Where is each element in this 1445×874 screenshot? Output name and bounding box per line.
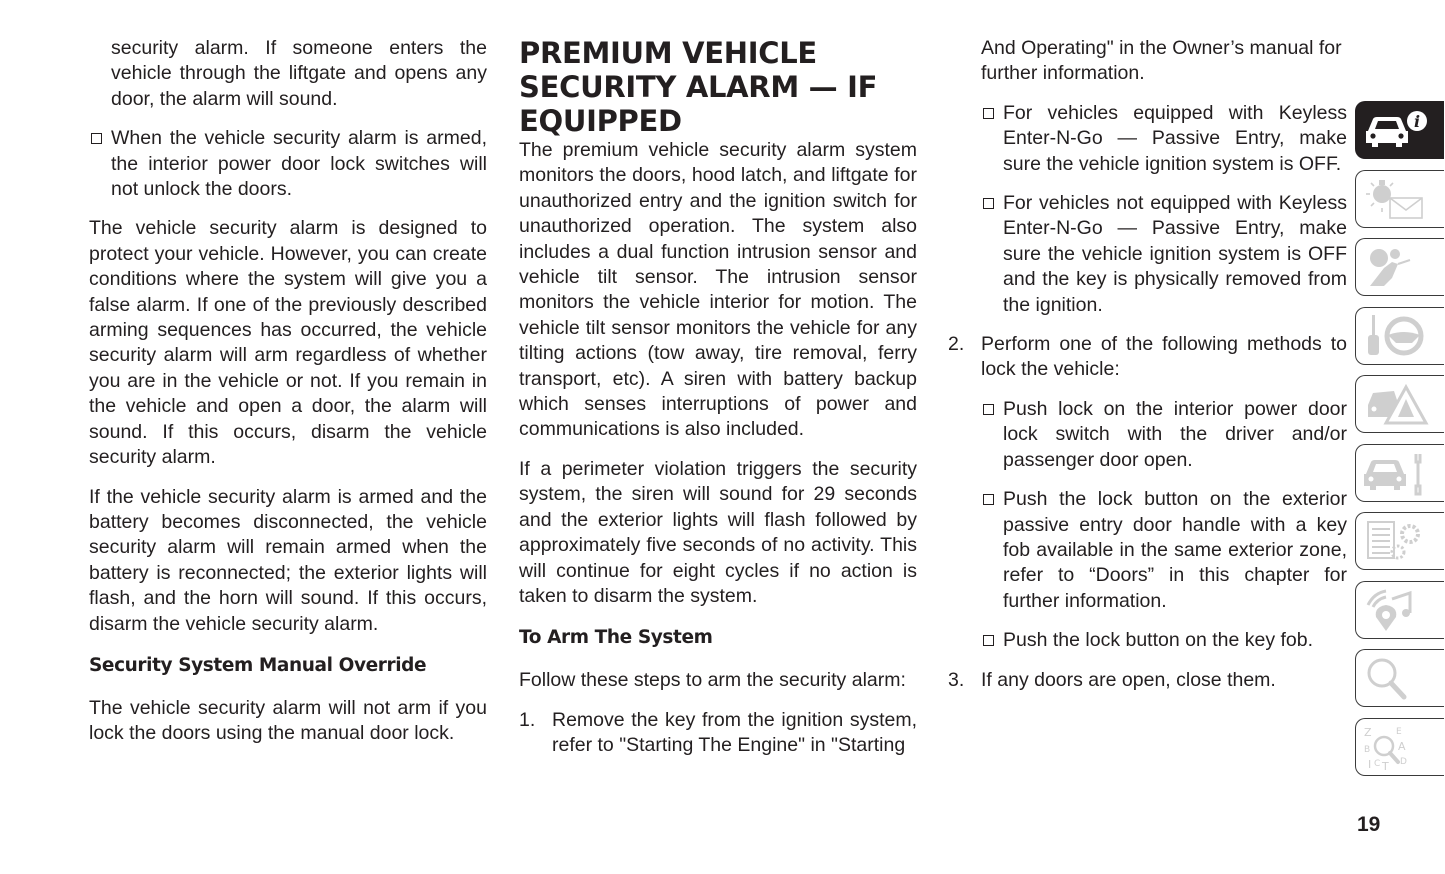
numbered-step: 1. Remove the key from the ignition system, refer to "Starting The Engine" in "Starting [519, 708, 917, 757]
tab-specifications[interactable] [1355, 512, 1444, 570]
tab-alphabetical-index[interactable] [1355, 718, 1444, 776]
page-number: 19 [1357, 813, 1381, 836]
warning-light-message-icon [1362, 176, 1430, 222]
bullet-item: When the vehicle security alarm is armed, the interior power door lock switches will not unlock the doors. [89, 126, 487, 202]
tab-emergency[interactable] [1355, 375, 1444, 433]
airbag-seat-icon [1362, 244, 1430, 290]
numbered-step: 3. If any doors are open, close them. [948, 668, 1276, 691]
svg-text:A: A [1398, 739, 1406, 753]
checkbox-bullet-icon [983, 198, 994, 209]
checkbox-bullet-icon [983, 404, 994, 415]
svg-text:B: B [1364, 744, 1371, 755]
paragraph: The vehicle security alarm is designed to protect your vehicle. However, you can create conditions where the system will give you a false alarm. If one of the previously described arming sequences has occurred, the vehicle security alarm will arm regardless of whether you are in the vehicle or not. If you remain in the vehicle and open a door, the alarm will sound. If this occurs, disarm the vehicle security alarm. [89, 217, 487, 469]
car-wrench-icon [1362, 450, 1430, 496]
car-hazard-triangle-icon [1362, 381, 1430, 427]
checkbox-bullet-icon [983, 635, 994, 646]
checkbox-bullet-icon [983, 494, 994, 505]
paragraph: If the vehicle security alarm is armed and the battery becomes disconnected, the vehicle security alarm will remain armed when the battery is reconnected; the exterior lights will flash, and the horn will sound. If this occurs, disarm the vehicle security alarm. [89, 485, 487, 635]
checkbox-bullet-icon [983, 108, 994, 119]
svg-text:I: I [1368, 757, 1372, 770]
intro-continuation: security alarm. If someone enters the vehicle through the liftgate and opens any door, the alarm will sound. [111, 37, 487, 110]
tab-vehicle-info[interactable] [1355, 101, 1444, 159]
column-2 [519, 36, 917, 759]
checkbox-bullet-icon [91, 133, 102, 144]
svg-text:C: C [1374, 758, 1381, 769]
section-heading: PREMIUM VEHICLE SECURITY ALARM — IF EQUIPPED [519, 36, 878, 138]
numbered-step: 2. Perform one of the following methods to lock the vehicle: [948, 333, 1347, 381]
section-subheading: Security System Manual Override [89, 654, 427, 676]
key-steering-wheel-icon [1362, 313, 1430, 359]
bullet-item: Push the lock button on the key fob. [981, 628, 1347, 653]
car-info-icon [1362, 107, 1430, 153]
tab-servicing[interactable] [1355, 444, 1444, 502]
specs-gears-icon [1362, 518, 1430, 564]
paragraph: Follow these steps to arm the security alarm: [519, 669, 906, 692]
chapter-tabs [1355, 101, 1445, 786]
column-3 [948, 36, 1347, 693]
svg-text:i: i [1413, 112, 1421, 131]
tab-safety[interactable] [1355, 238, 1444, 296]
tab-multimedia[interactable] [1355, 581, 1444, 639]
svg-text:E: E [1396, 726, 1402, 737]
bullet-item: Push lock on the interior power door lock switch with the driver and/or passenger door open. [981, 397, 1347, 473]
step-continuation: And Operating" in the Owner’s manual for further information. [981, 37, 1342, 85]
bullet-item: For vehicles equipped with Keyless Enter-N-Go — Passive Entry, make sure the vehicle ignition system is OFF. [981, 101, 1347, 177]
section-subheading: To Arm The System [519, 627, 713, 649]
tab-warning-lights[interactable] [1355, 170, 1444, 228]
svg-text:D: D [1400, 756, 1407, 767]
search-icon [1362, 655, 1430, 701]
paragraph: The vehicle security alarm will not arm if you lock the doors using the manual door lock. [89, 696, 487, 745]
svg-text:Z: Z [1364, 725, 1372, 739]
svg-text:T: T [1382, 759, 1389, 770]
bullet-item: Push the lock button on the exterior passive entry door handle with a key fob available in the same exterior zone, refer to “Doors” in this chapter for further information. [981, 487, 1347, 614]
column-1 [89, 36, 487, 747]
paragraph: The premium vehicle security alarm system monitors the doors, hood latch, and liftgate for unauthorized entry and the ignition switch for unauthorized operation. The system also includes a dual function intrusion sensor and vehicle tilt sensor. The intrusion sensor monitors the vehicle interior for motion. The vehicle tilt sensor monitors the vehicle for any tilting actions (tow away, tire removal, ferry transport, etc). A siren with battery backup which senses interruptions of power and communications is also included. [519, 139, 917, 441]
paragraph: If a perimeter violation triggers the security system, the siren will sound for 29 seconds and the exterior lights will flash followed by approximately five seconds of no activity. This will continue for eight cycles if no action is taken to disarm the system. [519, 457, 917, 607]
tab-index-search[interactable] [1355, 649, 1444, 707]
bullet-item: For vehicles not equipped with Keyless Enter-N-Go — Passive Entry, make sure the vehicle ignition system is OFF and the key is physically removed from the ignition. [981, 191, 1347, 318]
alphabetical-index-icon [1362, 724, 1430, 770]
multimedia-music-icon [1362, 587, 1430, 633]
tab-starting-operating[interactable] [1355, 307, 1444, 365]
